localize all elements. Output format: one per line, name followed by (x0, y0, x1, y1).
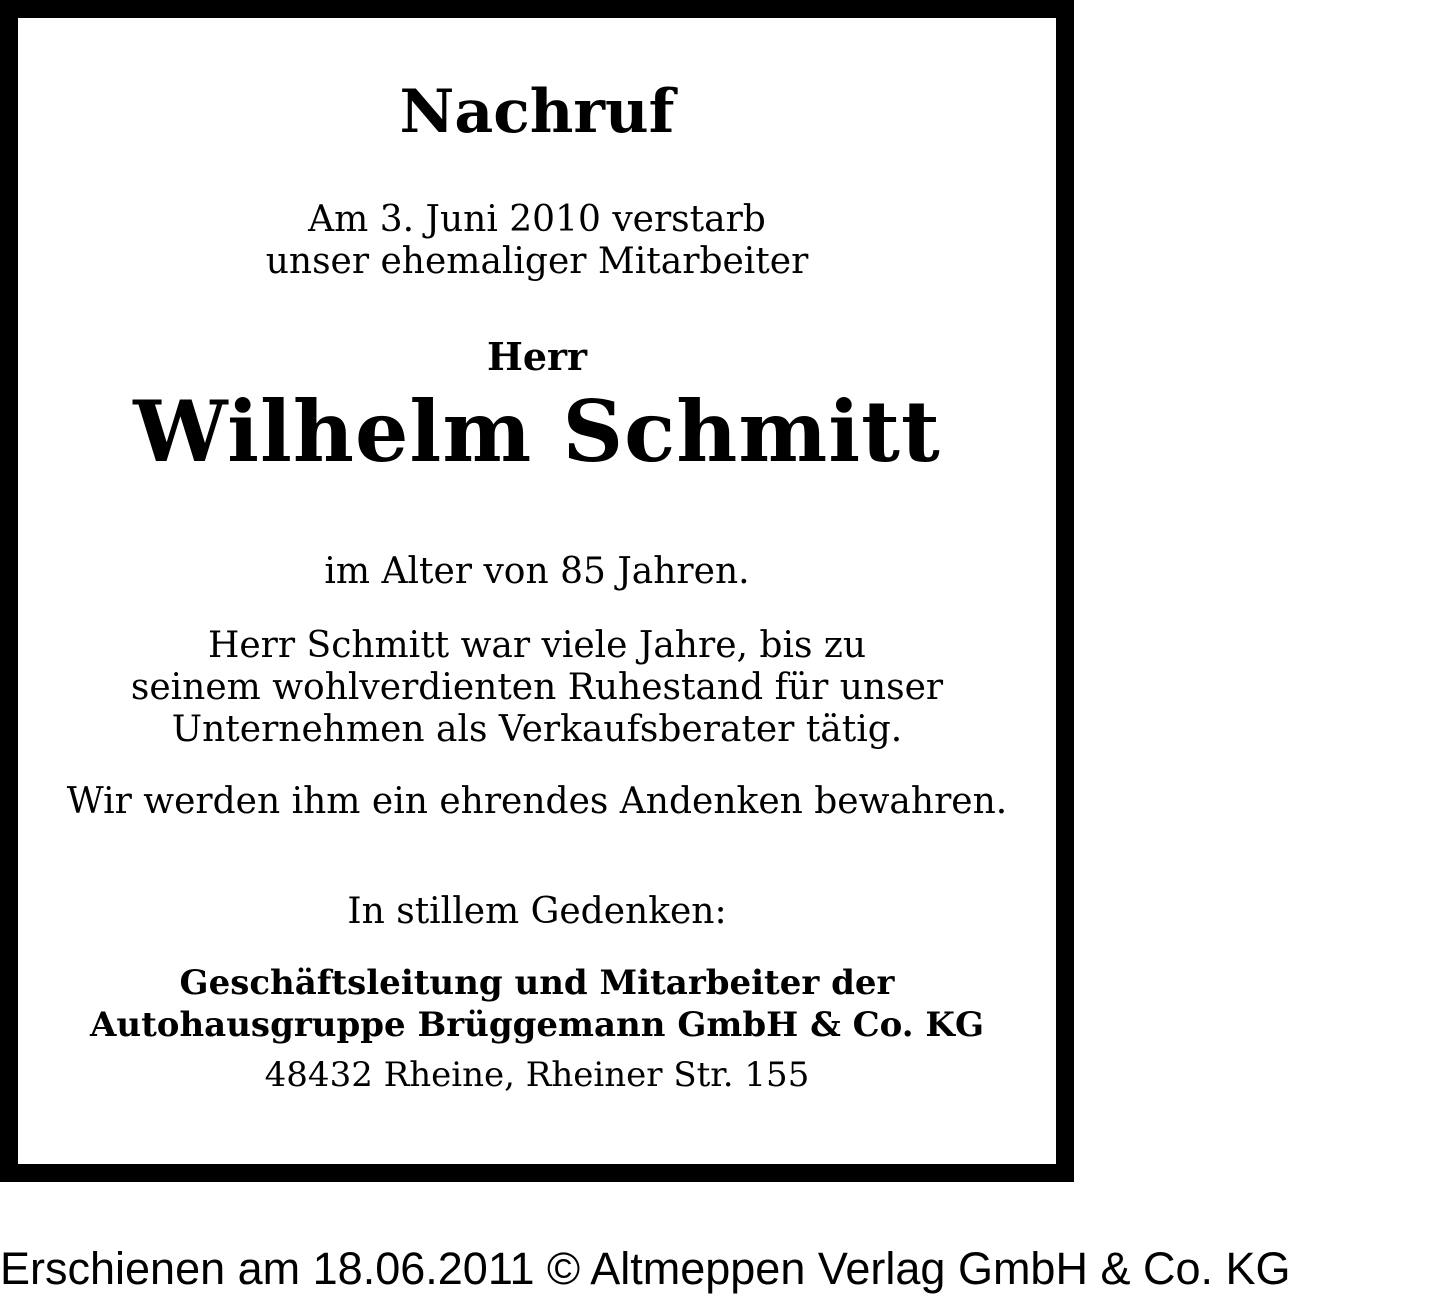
publication-footer: Erschienen am 18.06.2011 © Altmeppen Verlag GmbH & Co. KG (0, 1243, 1291, 1294)
deceased-name: Wilhelm Schmitt (133, 382, 941, 481)
bio-line-3: Unternehmen als Verkaufsberater tätig. (171, 709, 903, 750)
company-address: 48432 Rheine, Rheiner Str. 155 (264, 1055, 810, 1095)
signatory-line-1: Geschäftsleitung und Mitarbeiter der (179, 963, 895, 1003)
bio-line-2: seinem wohlverdienten Ruhestand für unser (130, 667, 944, 708)
honorific: Herr (486, 334, 588, 379)
closing-line: In stillem Gedenken: (347, 891, 727, 932)
bio-line-1: Herr Schmitt war viele Jahre, bis zu (207, 625, 867, 666)
age-line: im Alter von 85 Jahren. (324, 551, 750, 592)
remembrance-line: Wir werden ihm ein ehrendes Andenken bewahren. (66, 781, 1008, 822)
signatory-line-2: Autohausgruppe Brüggemann GmbH & Co. KG (89, 1005, 985, 1045)
obituary-title: Nachruf (399, 77, 675, 147)
obituary-card (18, 18, 1056, 1164)
intro-line-2: unser ehemaliger Mitarbeiter (265, 241, 809, 282)
intro-line-1: Am 3. Juni 2010 verstarb (308, 199, 766, 240)
